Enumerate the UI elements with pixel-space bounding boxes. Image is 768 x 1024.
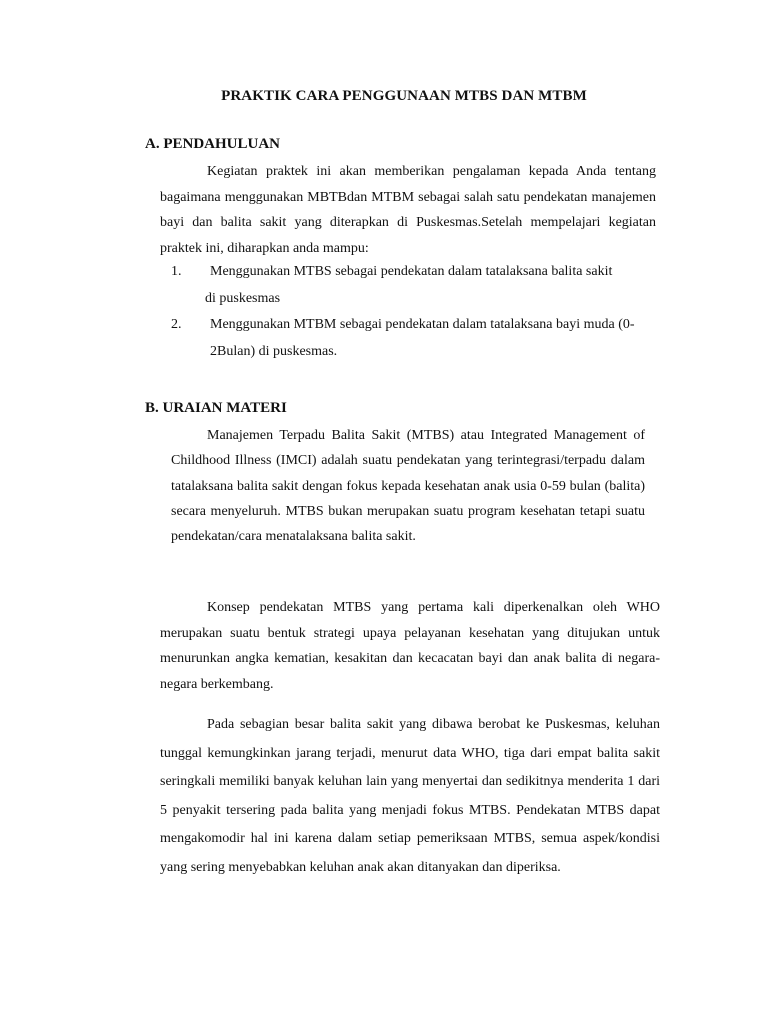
section-b-paragraph-1: [171, 423, 645, 549]
list-item-continuation: di puskesmas: [205, 291, 281, 306]
list-item-number: 1.: [171, 264, 182, 279]
list-item-continuation: 2Bulan) di puskesmas.: [210, 344, 338, 359]
section-a-intro: [160, 159, 656, 261]
paragraph-text: Manajemen Terpadu Balita Sakit (MTBS) atau Integrated Management of Childhood Illness (IMCI) adalah suatu pendekatan yang terintegrasi/terpadu dalam tatalaksana balita sakit dengan fokus kepada kesehatan anak usia 0-59 bulan (balita) secara menyeluruh. MTBS bukan merupakan suatu program kesehatan tetapi suatu pendekatan/cara menatalaksana balita sakit.: [171, 428, 645, 545]
list-item-line: Menggunakan MTBM sebagai pendekatan dalam tatalaksana bayi muda (0-: [210, 317, 635, 332]
document-title: PRAKTIK CARA PENGGUNAAN MTBS DAN MTBM: [221, 88, 587, 104]
paragraph-text: Pada sebagian besar balita sakit yang dibawa berobat ke Puskesmas, keluhan tunggal kemungkinkan jarang terjadi, menurut data WHO, tiga dari empat balita sakit seringkali memiliki banyak keluhan lain yang menyertai dan sedikitnya menderita 1 dari 5 penyakit tersering pada balita yang menjadi fokus MTBS. Pendekatan MTBS dapat mengakomodir hal ini karena dalam setiap pemeriksaan MTBS, semua aspek/kondisi yang sering menyebabkan keluhan anak akan ditanyakan dan diperiksa.: [160, 717, 660, 875]
objectives-list: [160, 258, 680, 365]
section-b-paragraph-3: [160, 711, 660, 883]
section-a-heading: A. PENDAHULUAN: [145, 136, 280, 152]
list-item-line: Menggunakan MTBS sebagai pendekatan dalam tatalaksana balita sakit: [210, 264, 613, 279]
section-a-intro-text: Kegiatan praktek ini akan memberikan pengalaman kepada Anda tentang bagaimana menggunakan MBTBdan MTBM sebagai salah satu pendekatan manajemen bayi dan balita sakit yang diterapkan di Puskesmas.Setelah mempelajari kegiatan praktek ini, diharapkan anda mampu:: [160, 164, 656, 256]
section-b-heading: B. URAIAN MATERI: [145, 400, 287, 416]
list-item-number: 2.: [171, 317, 182, 332]
list-item: [160, 258, 680, 312]
section-b-paragraph-2: [160, 595, 660, 697]
list-item: [160, 311, 680, 365]
paragraph-text: Konsep pendekatan MTBS yang pertama kali diperkenalkan oleh WHO merupakan suatu bentuk strategi upaya pelayanan kesehatan yang ditujukan untuk menurunkan angka kematian, kesakitan dan kecacatan bayi dan anak balita di negara-negara berkembang.: [160, 600, 660, 692]
